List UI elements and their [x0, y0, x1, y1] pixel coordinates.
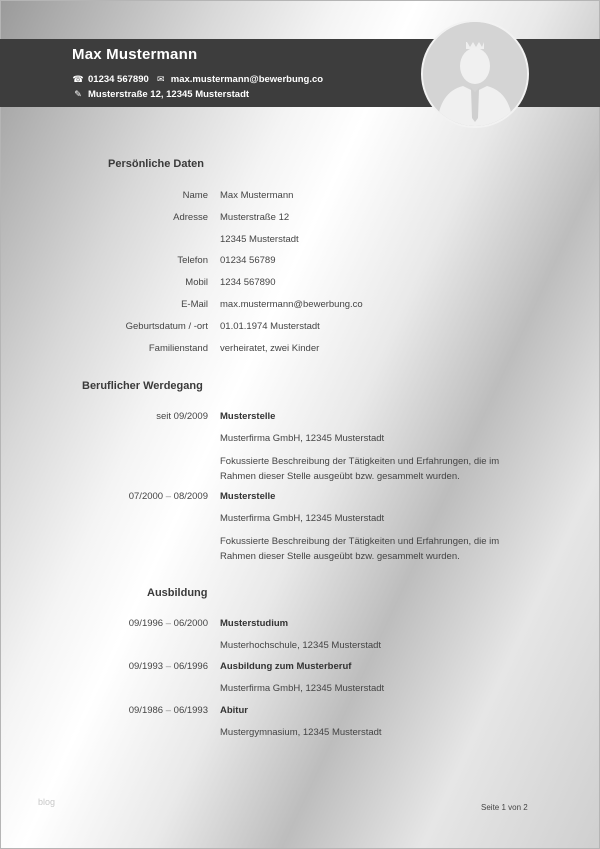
personal-value-birth: 01.01.1974 Musterstadt — [220, 321, 320, 332]
page-number: Seite 1 von 2 — [481, 803, 528, 812]
personal-value-street: Musterstraße 12 — [220, 212, 290, 223]
section-title-education: Ausbildung — [147, 587, 208, 599]
career-company-2: Musterfirma GmbH, 12345 Musterstadt — [220, 513, 385, 524]
personal-label-mobile: Mobil — [185, 277, 208, 288]
education-degree-1: Musterstudium — [220, 618, 289, 629]
career-position-1: Musterstelle — [220, 411, 276, 422]
personal-value-name: Max Mustermann — [220, 190, 294, 201]
profile-photo-placeholder — [421, 20, 529, 128]
career-date-1: seit 09/2009 — [156, 411, 208, 422]
education-institution-2: Musterfirma GmbH, 12345 Musterstadt — [220, 683, 385, 694]
career-date-2-end: 08/2009 — [173, 491, 208, 502]
education-date-1-end: 06/2000 — [173, 618, 208, 629]
career-description-2: Fokussierte Beschreibung der Tätigkeiten und Erfahrungen, die im Rahmen dieser Stelle ausgeübt bzw. gesammelt wurden. — [220, 536, 500, 562]
education-date-3-end: 06/1993 — [173, 705, 208, 716]
education-date-3-start: 09/1986 — [128, 705, 164, 716]
header-phone: 01234 567890 — [88, 74, 149, 85]
personal-label-name: Name — [182, 190, 208, 201]
personal-value-mobile: 1234 567890 — [220, 277, 276, 288]
career-company-1: Musterfirma GmbH, 12345 Musterstadt — [220, 433, 385, 444]
education-date-3 — [129, 705, 208, 716]
personal-value-family: verheiratet, zwei Kinder — [220, 343, 320, 354]
education-date-2-start: 09/1993 — [128, 661, 164, 672]
career-date-2-start: 07/2000 — [128, 491, 164, 502]
personal-value-email: max.mustermann@bewerbung.co — [220, 299, 363, 310]
education-degree-3: Abitur — [220, 705, 248, 716]
personal-label-phone: Telefon — [177, 255, 208, 266]
personal-value-phone: 01234 56789 — [220, 255, 276, 266]
header-email: max.mustermann@bewerbung.co — [170, 74, 324, 85]
personal-label-birth: Geburtsdatum / -ort — [125, 321, 208, 332]
education-degree-2: Ausbildung zum Musterberuf — [220, 661, 352, 672]
contact-line-1 — [72, 74, 323, 85]
career-position-2: Musterstelle — [220, 491, 276, 502]
personal-label-email: E-Mail — [181, 299, 208, 310]
applicant-name: Max Mustermann — [72, 46, 198, 63]
section-title-career: Beruflicher Werdegang — [82, 380, 203, 392]
header-address: Musterstraße 12, 12345 Musterstadt — [88, 89, 250, 100]
personal-label-address: Adresse — [173, 212, 208, 223]
education-date-2-end: 06/1996 — [173, 661, 208, 672]
date-separator: – — [165, 491, 172, 502]
career-date-2 — [129, 491, 208, 502]
personal-value-city: 12345 Musterstadt — [220, 234, 299, 245]
date-separator: – — [165, 661, 172, 672]
watermark-text: blog — [38, 797, 56, 807]
envelope-icon: ✉ — [156, 74, 165, 84]
date-separator: – — [165, 705, 172, 716]
pen-icon: ✎ — [74, 89, 82, 99]
education-institution-1: Musterhochschule, 12345 Musterstadt — [220, 640, 382, 651]
personal-label-family: Familienstand — [148, 343, 208, 354]
education-institution-3: Mustergymnasium, 12345 Musterstadt — [220, 727, 382, 738]
section-title-personal: Persönliche Daten — [108, 158, 204, 170]
phone-icon: ☎ — [72, 74, 84, 84]
career-description-1: Fokussierte Beschreibung der Tätigkeiten und Erfahrungen, die im Rahmen dieser Stelle ausgeübt bzw. gesammelt wurden. — [220, 456, 500, 482]
date-separator: – — [165, 618, 172, 629]
avatar-silhouette-icon — [423, 22, 527, 126]
education-date-1-start: 09/1996 — [128, 618, 164, 629]
education-date-2 — [129, 661, 208, 672]
education-date-1 — [129, 618, 208, 629]
contact-line-2 — [72, 89, 249, 100]
